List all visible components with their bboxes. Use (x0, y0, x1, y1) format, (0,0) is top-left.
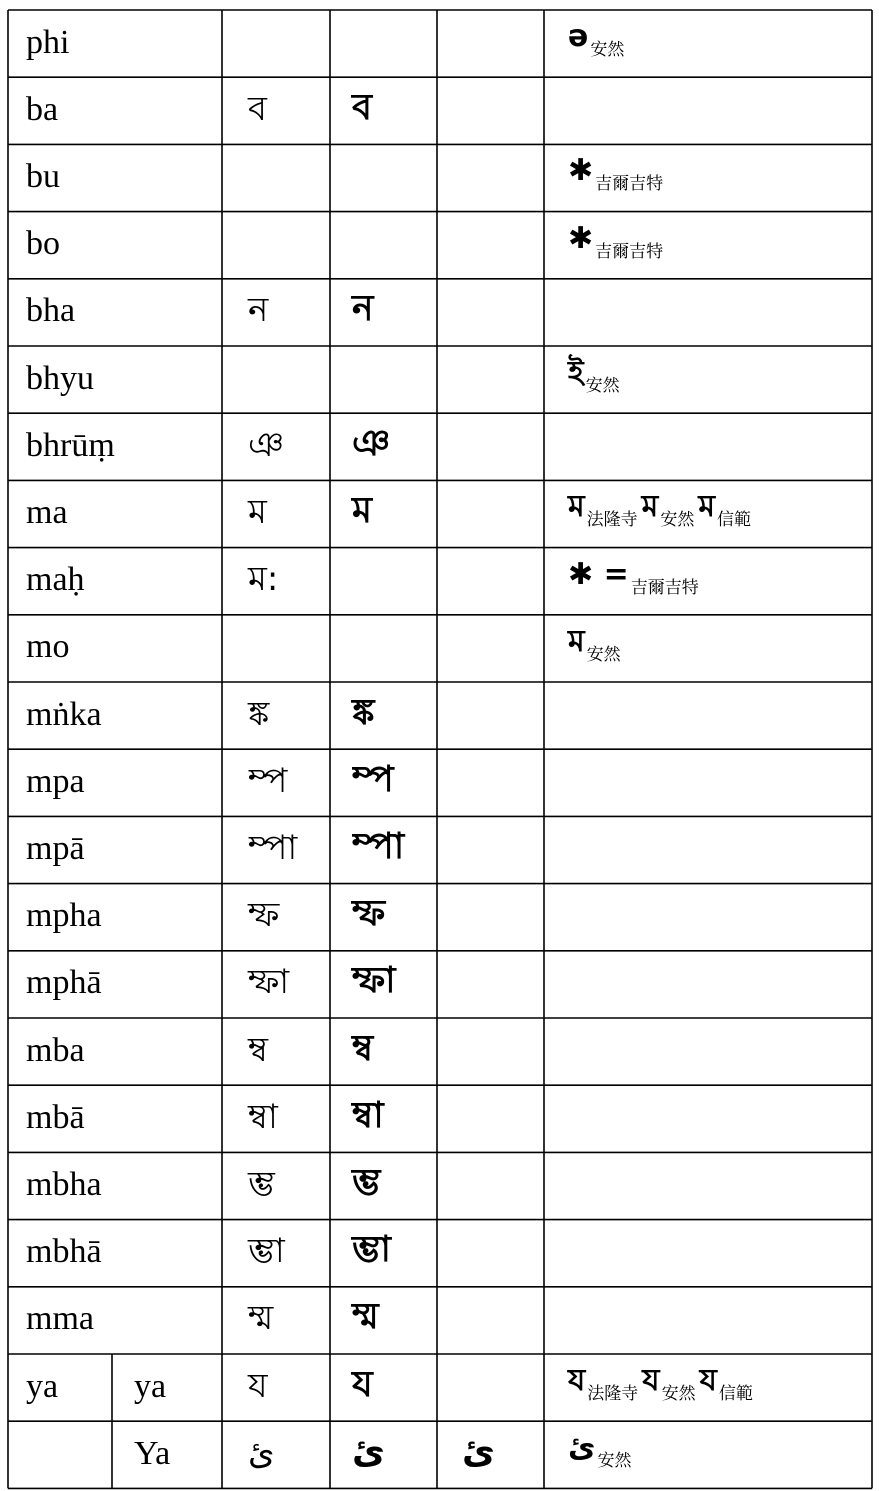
source-label: 安然 (660, 510, 695, 531)
romanization-label: mpā (26, 830, 85, 867)
siddham-glyph-thin: ম্বা (248, 1096, 278, 1137)
siddham-glyph-bold: ম্ভ (352, 1162, 381, 1203)
romanization-label: mpha (26, 897, 102, 935)
romanization-label: mpa (26, 762, 85, 800)
romanization-label: mphā (26, 964, 102, 1002)
siddham-glyph-thin: ম্প (248, 760, 288, 801)
romanization-label: maḥ (26, 561, 85, 599)
manuscript-source-forms (568, 220, 667, 262)
source-label: 信範 (718, 1384, 753, 1404)
romanization-label: mbhā (26, 1233, 102, 1271)
romanization-label: bu (26, 158, 60, 195)
romanization-label: mba (26, 1031, 85, 1069)
romanization-label: bhyu (26, 359, 94, 397)
siddham-glyph-bold: ম্ভা (352, 1229, 391, 1271)
source-glyph: য (699, 1363, 717, 1398)
siddham-glyph-bold: ঙ্ক (352, 691, 375, 733)
romanization-label-alt: ya (134, 1367, 167, 1405)
siddham-glyph-thin: ম: (248, 559, 279, 600)
romanization-label: mma (26, 1300, 94, 1338)
siddham-glyph-thin: ন (248, 290, 269, 331)
romanization-label: mṅka (26, 695, 102, 733)
romanization-label: bo (26, 225, 60, 263)
source-glyph: ম (641, 489, 659, 525)
siddham-glyph-thin: ئ (248, 1432, 275, 1473)
romanization-label: mbha (26, 1166, 102, 1203)
siddham-glyph-bold: ম (352, 490, 372, 531)
source-label: 法隆寺 (586, 510, 638, 531)
source-label: 吉爾吉特 (595, 241, 664, 262)
source-glyph: ✱ (568, 153, 594, 189)
manuscript-source-forms (568, 19, 628, 60)
siddham-glyph-variant: ئ (462, 1430, 495, 1472)
siddham-glyph-thin: ব (248, 88, 267, 129)
source-glyph: য (568, 1363, 586, 1398)
manuscript-source-forms (568, 153, 667, 195)
source-glyph: ম (568, 489, 585, 525)
source-label: 安然 (586, 644, 621, 665)
romanization-label: ma (26, 494, 68, 531)
siddham-glyph-bold: ব (352, 86, 373, 128)
siddham-glyph-bold: ম্ফা (352, 960, 396, 1002)
source-label: 安然 (585, 376, 620, 396)
romanization-label: phi (26, 23, 70, 61)
source-glyph: ম (568, 623, 585, 659)
siddham-glyph-bold: ঞ (352, 422, 391, 464)
siddham-glyph-bold: ম্ম (352, 1296, 379, 1338)
siddham-glyph-bold: ম্ব (352, 1027, 374, 1069)
siddham-glyph-thin: ম্ম (248, 1298, 274, 1339)
romanization-label: bhrūṃ (26, 426, 115, 464)
source-glyph: ✱ (568, 220, 594, 256)
source-glyph: য (642, 1363, 660, 1398)
romanization-label: ba (26, 90, 59, 128)
romanization-label: bha (26, 292, 76, 330)
romanization-label-alt: Ya (134, 1434, 171, 1472)
source-label: 吉爾吉特 (595, 174, 664, 195)
siddham-glyph-bold: য (352, 1363, 373, 1405)
siddham-glyph-bold: ম্পা (352, 826, 405, 867)
source-label: 法隆寺 (587, 1384, 639, 1404)
manuscript-source-forms (568, 556, 703, 598)
siddham-glyph-thin: ম্ভ (248, 1164, 275, 1204)
romanization-label: mo (26, 628, 70, 666)
source-glyph: ǝ (568, 19, 589, 54)
siddham-glyph-bold: ئ (352, 1430, 385, 1472)
source-glyph: ই (568, 355, 584, 390)
source-glyph: ئ (568, 1430, 596, 1466)
siddham-glyph-thin: ম্পা (248, 828, 298, 868)
manuscript-source-forms (568, 1430, 636, 1472)
siddham-glyph-thin: ঞ (248, 424, 284, 465)
source-label: 安然 (661, 1384, 696, 1404)
siddham-glyph-bold: ম্বা (352, 1094, 384, 1136)
siddham-glyph-thin: ম (248, 492, 267, 532)
manuscript-source-forms (568, 623, 625, 665)
romanization-label: mbā (26, 1098, 85, 1136)
manuscript-source-forms (568, 1363, 757, 1404)
source-label: 安然 (597, 1451, 632, 1472)
siddham-glyph-thin: ম্ব (248, 1029, 269, 1070)
siddham-glyph-bold: ন (352, 288, 374, 330)
siddham-glyph-thin: ম্ফ (248, 895, 280, 936)
siddham-glyph-bold: ম্প (352, 758, 394, 800)
siddham-glyph-thin: ঙ্ক (248, 693, 270, 734)
manuscript-source-forms (568, 355, 624, 396)
source-label: 安然 (590, 40, 625, 60)
siddham-glyph-bold: ম্ফ (352, 893, 386, 935)
siddham-glyph-thin: ম্ভা (248, 1231, 285, 1272)
source-label: 信範 (717, 510, 752, 531)
siddham-glyph-thin: ম্ফা (248, 962, 290, 1003)
source-glyph: ✱ = (568, 556, 629, 592)
siddham-glyph-thin: য (248, 1365, 268, 1406)
source-label: 吉爾吉特 (630, 577, 699, 598)
romanization-label: ya (26, 1367, 59, 1405)
source-glyph: ম (698, 489, 716, 525)
manuscript-source-forms (568, 489, 755, 531)
